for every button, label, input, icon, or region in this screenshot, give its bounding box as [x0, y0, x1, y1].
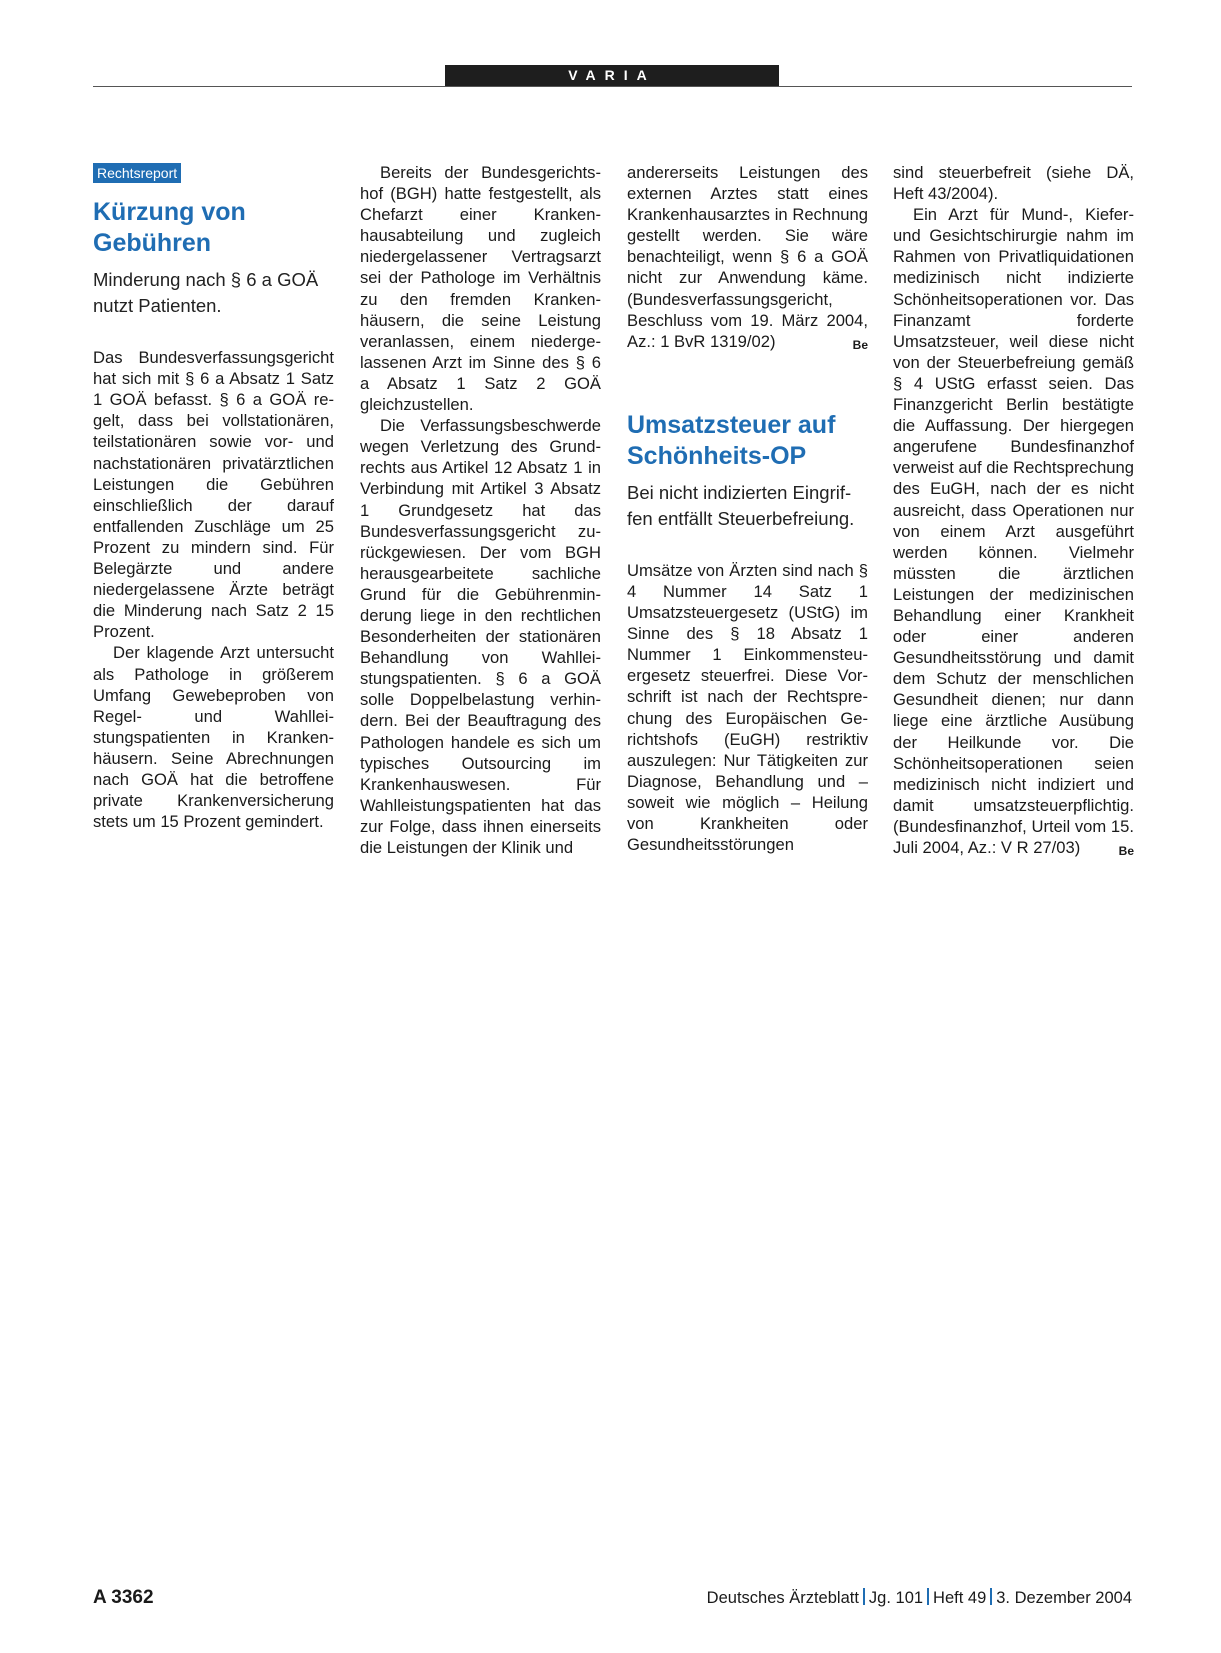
- column-1: [93, 162, 334, 832]
- journal-footer: [707, 1588, 1132, 1608]
- rubric-badge: Rechtsreport: [93, 163, 181, 183]
- article-1-paragraph-4: Die Verfassungsbeschwerde wegen Verletzung des Grundrechts aus Artikel 12 Absatz 1 in Verbindung mit Artikel 3 Absatz 1 Grundgesetz hat das Bundesverfassungsgericht zurückgewiesen. Der vom BGH herausgearbeitete sachliche Grund für die Gebührenminderung liege in den rechtlichen Besonderheiten der stationären Behandlung von Wahlleistungspatienten. § 6 a GOÄ solle Doppelbelastung verhindern. Bei der Beauftragung des Pathologen handele es sich um typisches Outsourcing im Krankenhauswesen. Für Wahlleistungspatienten hat das zur Folge, dass ihnen einerseits die Leistungen der Klinik und: [360, 416, 601, 857]
- article-1-paragraph-2: Der klagende Arzt untersucht als Pathologe in größerem Umfang Gewebeproben von Regel- und Wahlleistungspatienten in Krankenhäusern. Seine Abrechnungen nach GOÄ hat die betroffene private Krankenversicherung stets um 15 Prozent gemindert.: [93, 643, 334, 832]
- column-3: [627, 162, 868, 855]
- article-1-paragraph-3: Bereits der Bundesgerichtshof (BGH) hatte festgestellt, als Chefarzt einer Krankenhausabteilung und zugleich niedergelassener Vertragsarzt sei der Pathologe im Verhältnis zu den fremden Krankenhäusern, die seine Leistung veranlassen, einem niedergelassenen Arzt im Sinne des § 6 a Absatz 1 Satz 2 GOÄ gleichzustellen.: [360, 163, 601, 415]
- journal-volume: Jg. 101: [868, 1589, 924, 1607]
- page-number: A 3362: [93, 1587, 154, 1608]
- journal-name: Deutsches Ärzteblatt: [706, 1589, 859, 1607]
- article-2-paragraph-3: Ein Arzt für Mund-, Kiefer- und Gesichtschirurgie nahm im Rahmen von Privatliquidationen medizinisch nicht indizierte Schönheitsoperationen vor. Das Finanzamt forderte Umsatzsteuer, weil diese nicht von der Steuerbefreiung gemäß § 4 UStG erfasst seien. Das Finanzgericht Berlin bestätigte die Auffassung. Der hiergegen angerufene Bundesfinanzhof verweist auf die Rechtsprechung des EuGH, nach der es nicht ausreicht, dass Operationen nur von einem Arzt ausgeführt werden können. Vielmehr müssten die ärztlichen Leistungen der medizinischen Behandlung einer Krankheit oder einer anderen Gesundheitsstörung und damit dem Schutz der menschlichen Gesundheit dienen; nur dann liege eine ärztliche Ausübung der Heilkunde vor. Die Schönheitsoperationen seien medizinisch nicht indiziert und damit umsatzsteuerpflichtig. (Bundesfinanzhof, Urteil vom 15. Juli 2004, Az.: V R 27/03) Be: [893, 204, 1134, 858]
- article-2-signature: Be: [1118, 844, 1134, 858]
- article-1-title: Kürzung von Gebühren: [93, 198, 246, 258]
- footer-separator: [927, 1588, 929, 1605]
- article-1-paragraph-5: andererseits Leistungen des externen Arztes statt eines Krankenhausarztes in Rechnung gestellt werden. Sie wäre benachteiligt, wenn § 6 a GOÄ nicht zur Anwendung käme. (Bundesverfassungsgericht, Beschluss vom 19. März 2004, Az.: 1 BvR 1319/02) Be: [627, 162, 868, 352]
- header-rule: [93, 86, 1132, 87]
- footer-separator: [863, 1588, 865, 1605]
- article-2-paragraph-1: Umsätze von Ärzten sind nach § 4 Nummer 14 Satz 1 Umsatzsteuergesetz (UStG) im Sinne des § 18 Absatz 1 Nummer 1 Einkommensteuergesetz steuerfrei. Diese Vorschrift ist nach der Rechtsprechung des Europäischen Gerichtshofs (EuGH) restriktiv auszulegen: Nur Tätigkeiten zur Diagnose, Behandlung und – soweit wie möglich – Heilung von Krankheiten oder Gesundheitsstörungen: [627, 560, 868, 855]
- article-2-title: Umsatzsteuer auf Schönheits-OP: [627, 410, 836, 470]
- article-2-paragraph-2: sind steuerbefreit (siehe DÄ, Heft 43/2004).: [893, 163, 1134, 204]
- column-4: [893, 162, 1134, 862]
- article-1-signature: Be: [852, 337, 868, 352]
- column-2: [360, 162, 601, 858]
- article-2-subtitle: Bei nicht indizierten Eingriffen entfällt Steuerbefreiung.: [627, 481, 855, 529]
- article-1-paragraph-1: Das Bundesverfassungsgericht hat sich mit § 6 a Absatz 1 Satz 1 GOÄ befasst. § 6 a GOÄ regelt, dass bei vollstationären, teilstationären sowie vor- und nachstationären privatärztlichen Leistungen die Gebühren einschließlich der darauf entfallenden Zuschläge um 25 Prozent zu mindern sind. Für Belegärzte und andere niedergelassene Ärzte beträgt die Minderung nach Satz 2 15 Prozent.: [93, 348, 334, 642]
- article-1-subtitle: Minderung nach § 6 a GOÄ nutzt Patienten.: [93, 269, 319, 317]
- journal-date: 3. Dezember 2004: [996, 1589, 1132, 1607]
- footer-separator: [990, 1588, 992, 1605]
- journal-issue: Heft 49: [933, 1589, 987, 1607]
- section-label: VARIA: [445, 65, 779, 86]
